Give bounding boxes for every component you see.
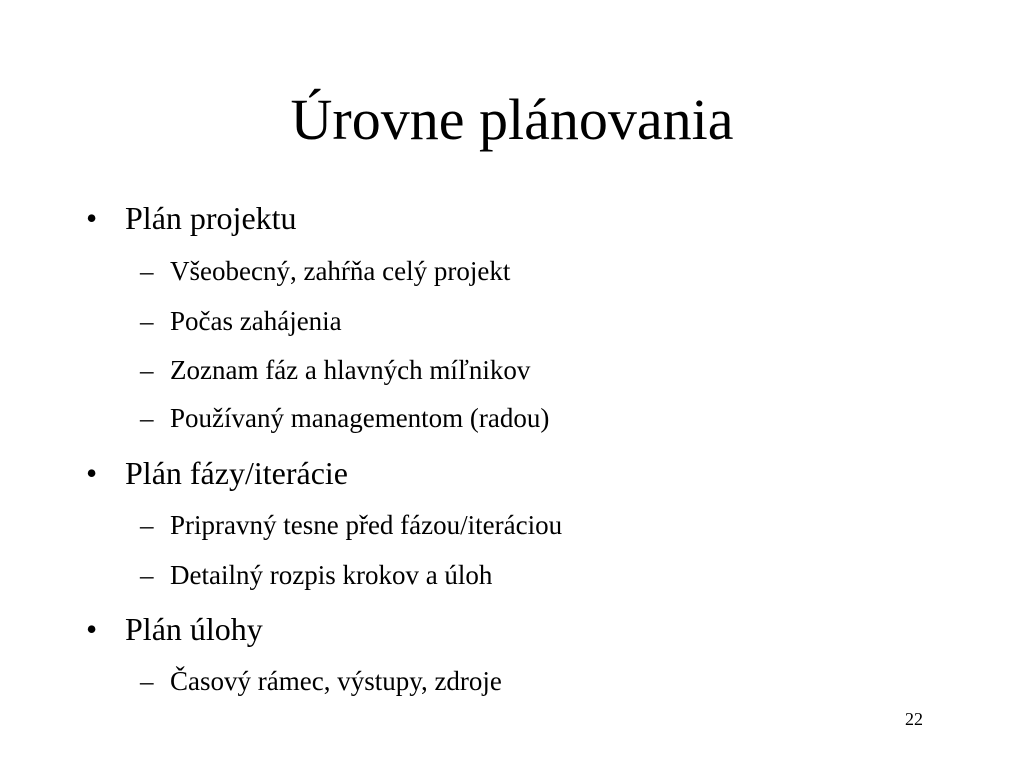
bullet-item-plan-fazy	[86, 453, 348, 493]
sub-item	[140, 508, 562, 542]
sub-item	[140, 353, 530, 387]
dash-icon: –	[140, 510, 154, 540]
dash-icon: –	[140, 403, 154, 433]
sub-item-label: Používaný managementom (radou)	[170, 403, 550, 433]
sub-item-label: Pripravný tesne před fázou/iteráciou	[170, 510, 563, 540]
bullet-item-plan-projektu	[86, 198, 297, 238]
sub-item-label: Časový rámec, výstupy, zdroje	[170, 666, 502, 696]
slide-title: Úrovne plánovania	[290, 87, 734, 152]
sub-item	[140, 558, 492, 592]
bullet-icon: •	[86, 200, 98, 236]
sub-item	[140, 304, 342, 338]
sub-item	[140, 401, 549, 435]
dash-icon: –	[140, 560, 154, 590]
sub-item	[140, 254, 510, 288]
bullet-item-plan-ulohy	[86, 609, 263, 649]
bullet-icon: •	[86, 611, 98, 647]
page-number: 22	[905, 709, 923, 729]
bullet-label: Plán úlohy	[125, 611, 263, 647]
sub-item-label: Všeobecný, zahŕňa celý projekt	[170, 256, 511, 286]
sub-item-label: Zoznam fáz a hlavných míľnikov	[170, 355, 531, 385]
bullet-icon: •	[86, 455, 98, 491]
dash-icon: –	[140, 355, 154, 385]
dash-icon: –	[140, 666, 154, 696]
sub-item	[140, 664, 502, 698]
sub-item-label: Detailný rozpis krokov a úloh	[170, 560, 493, 590]
dash-icon: –	[140, 306, 154, 336]
dash-icon: –	[140, 256, 154, 286]
bullet-label: Plán fázy/iterácie	[125, 455, 348, 491]
sub-item-label: Počas zahájenia	[170, 306, 342, 336]
bullet-label: Plán projektu	[125, 200, 297, 236]
